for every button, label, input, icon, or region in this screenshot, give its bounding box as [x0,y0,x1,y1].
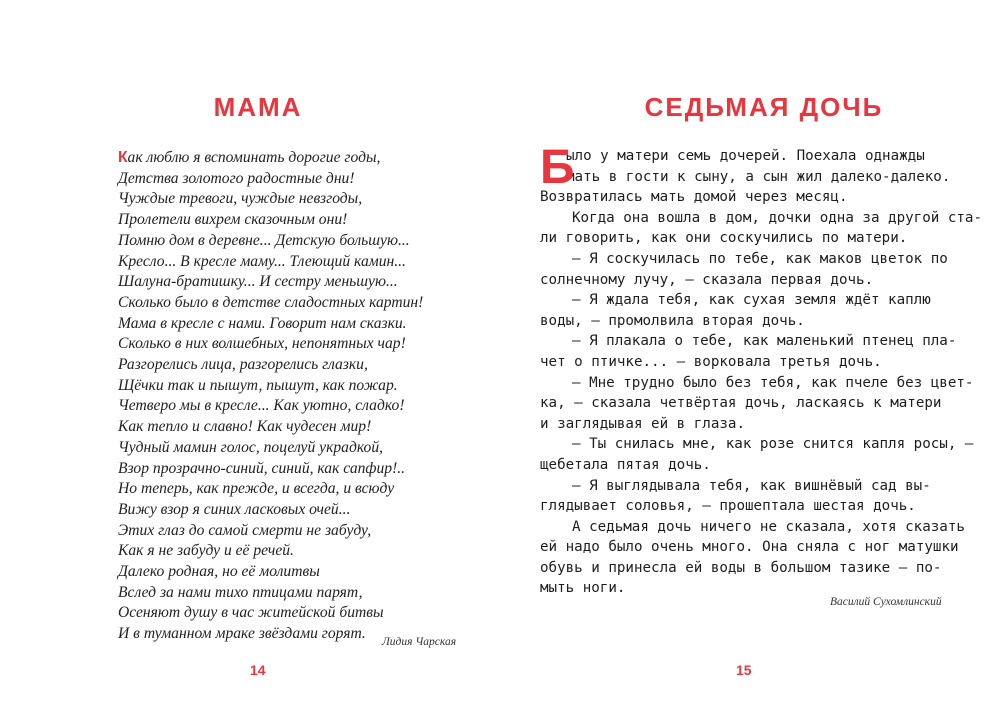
poem-line: Щёчки так и пышут, пышут, как пожар. [118,376,398,394]
story-title: СЕДЬМАЯ ДОЧЬ [644,92,884,122]
story-line: — Я плакала о тебе, как маленький птенец пла- [572,333,957,350]
story-line: воды, — промолвила вторая дочь. [540,312,805,329]
story-line: обувь и принесла ей воды в большом тазике — по- [540,559,942,576]
poem-line: Вижу взор я синих ласковых очей... [118,500,351,518]
poem-line: И в туманном мраке звёздами горят. [118,625,366,643]
story-opening [540,141,951,194]
story-line: Когда она вошла в дом, дочки одна за другой ста- [572,209,982,226]
story-line: ка, — сказала четвёртая дочь, ласкаясь к матери [540,395,942,412]
story-line: ей надо было очень много. Она сняла с ног матушки [540,539,959,556]
poem-text [118,148,423,645]
poem-line: Далеко родная, но её молитвы [118,563,320,581]
poem-line: Кресло... В кресле маму... Тлеющий камин... [118,252,406,270]
poem-line: Помню дом в деревне... Детскую большую... [118,231,410,249]
poem-line: Пролетели вихрем сказочным они! [118,211,348,229]
story-line: и заглядывая ей в глаза. [540,415,745,432]
page-number-right: 15 [736,662,752,678]
poem-line: Разгорелись лица, разгорелись глазки, [118,356,368,374]
poem-line: Вслед за нами тихо птицами парят, [118,583,363,601]
poem-first-line-rest: ак люблю я вспоминать дорогие годы, [127,149,381,166]
story-line: ли говорить, как они соскучились по матери. [540,230,908,247]
poem-line [118,148,423,169]
story-line: солнечному лучу, — сказала первая дочь. [540,271,874,288]
poem-line: Как тепло и славно! Как чудесен мир! [118,418,372,436]
story-line: глядывает соловья, — прошептала шестая дочь. [540,498,916,515]
story-line: щебетала пятая дочь. [540,456,711,473]
poem-author: Лидия Чарская [382,636,457,648]
poem-line: Четверо мы в кресле... Как уютно, сладко! [118,397,405,415]
story-line: — Я соскучилась по тебе, как маков цветок по [572,250,948,267]
story-line: — Я ждала тебя, как сухая земля ждёт каплю [572,292,931,309]
poem-line: Мама в кресле с нами. Говорит нам сказки. [118,314,407,332]
story-line: ыло у матери семь дочерей. Поехала однажды [566,148,925,164]
story-line: чет о птичке... — ворковала третья дочь. [540,353,882,370]
poem-line: Детства золотого радостные дни! [118,169,355,187]
page-number-left: 14 [250,662,266,678]
story-author: Василий Сухомлинский [830,596,942,608]
story-line: А седьмая дочь ничего не сказала, хотя сказать [572,518,965,535]
poem-title: МАМА [213,92,303,122]
story-line: мыть ноги. [540,580,626,597]
poem-line: Взор прозрачно-синий, синий, как сапфир!.. [118,459,406,477]
poem-line: Чуждые тревоги, чуждые невзгоды, [118,190,363,208]
story-line: — Я выглядывала тебя, как вишнёвый сад вы- [572,477,931,494]
story-line: Возвратилась мать домой через месяц. [540,189,848,206]
poem-line: Сколько было в детстве сладостных картин! [118,293,424,311]
story-dropcap: Б [540,141,575,194]
poem-line: Сколько в них волшебных, непонятных чар! [118,335,406,353]
poem-line: Этих глаз до самой смерти не забуду, [118,521,372,539]
poem-initial-letter: К [118,149,128,166]
poem-line: Шалуна-братишку... И сестру меньшую... [118,273,398,291]
story-text [540,141,982,599]
poem-line: Но теперь, как прежде, и всегда, и всюду [118,480,395,498]
right-page [500,0,1000,701]
story-line: — Ты снилась мне, как розе снится капля росы, — [572,436,974,453]
poem-line: Чудный мамин голос, поцелуй украдкой, [118,438,384,456]
poem-line: Осеняют душу в час житейской битвы [118,604,384,622]
story-line: мать в гости к сыну, а сын жил далеко-далеко. [566,168,951,185]
story-line: — Мне трудно было без тебя, как пчеле без цвет- [572,374,974,391]
poem-line: Как я не забуду и её речей. [118,542,294,560]
